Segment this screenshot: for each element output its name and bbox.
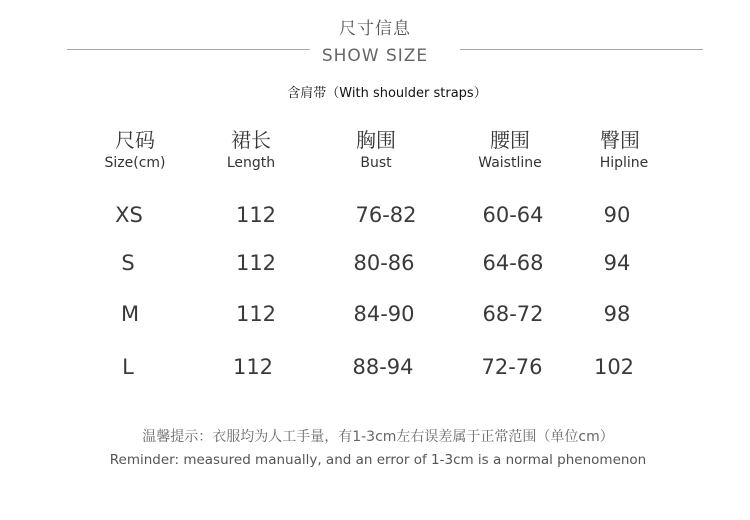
- header-bust-en: Bust: [360, 155, 392, 171]
- row-m-bust: 84-90: [353, 302, 415, 326]
- row-s-bust: 80-86: [353, 251, 415, 275]
- row-l-size: L: [122, 355, 134, 379]
- row-xs-length: 112: [235, 203, 277, 227]
- reminder-note-cn: 温馨提示：衣服均为人工手量，有1-3cm左右误差属于正常范围（单位cm）: [142, 429, 614, 445]
- row-l-hip: 102: [593, 355, 635, 379]
- row-s-waist: 64-68: [482, 251, 544, 275]
- row-xs-size: XS: [115, 203, 143, 227]
- header-hip-en: Hipline: [599, 155, 649, 171]
- header-waist-cn: 腰围: [490, 128, 530, 152]
- row-l-waist: 72-76: [481, 355, 543, 379]
- row-m-waist: 68-72: [482, 302, 544, 326]
- header-bust-cn: 胸围: [356, 128, 396, 152]
- row-xs-bust: 76-82: [355, 203, 417, 227]
- row-m-length: 112: [235, 302, 277, 326]
- row-s-hip: 94: [603, 251, 631, 275]
- header-length-en: Length: [226, 155, 276, 171]
- page-title-en: SHOW SIZE: [321, 46, 429, 66]
- row-xs-hip: 90: [603, 203, 631, 227]
- subtitle: 含肩带（With shoulder straps）: [287, 86, 487, 101]
- row-s-length: 112: [235, 251, 277, 275]
- header-length-cn: 裙长: [231, 128, 271, 152]
- header-hip-cn: 臀围: [600, 128, 640, 152]
- row-l-bust: 88-94: [352, 355, 414, 379]
- header-waist-en: Waistline: [478, 155, 542, 171]
- reminder-note-en: Reminder: measured manually, and an error of 1-3cm is a normal phenomenon: [109, 452, 647, 468]
- page-title-cn: 尺寸信息: [339, 19, 411, 39]
- row-s-size: S: [121, 251, 135, 275]
- row-m-hip: 98: [603, 302, 631, 326]
- row-xs-waist: 60-64: [482, 203, 544, 227]
- header-size-en: Size(cm): [104, 155, 166, 171]
- row-m-size: M: [120, 302, 140, 326]
- header-size-cn: 尺码: [115, 128, 155, 152]
- row-l-length: 112: [232, 355, 274, 379]
